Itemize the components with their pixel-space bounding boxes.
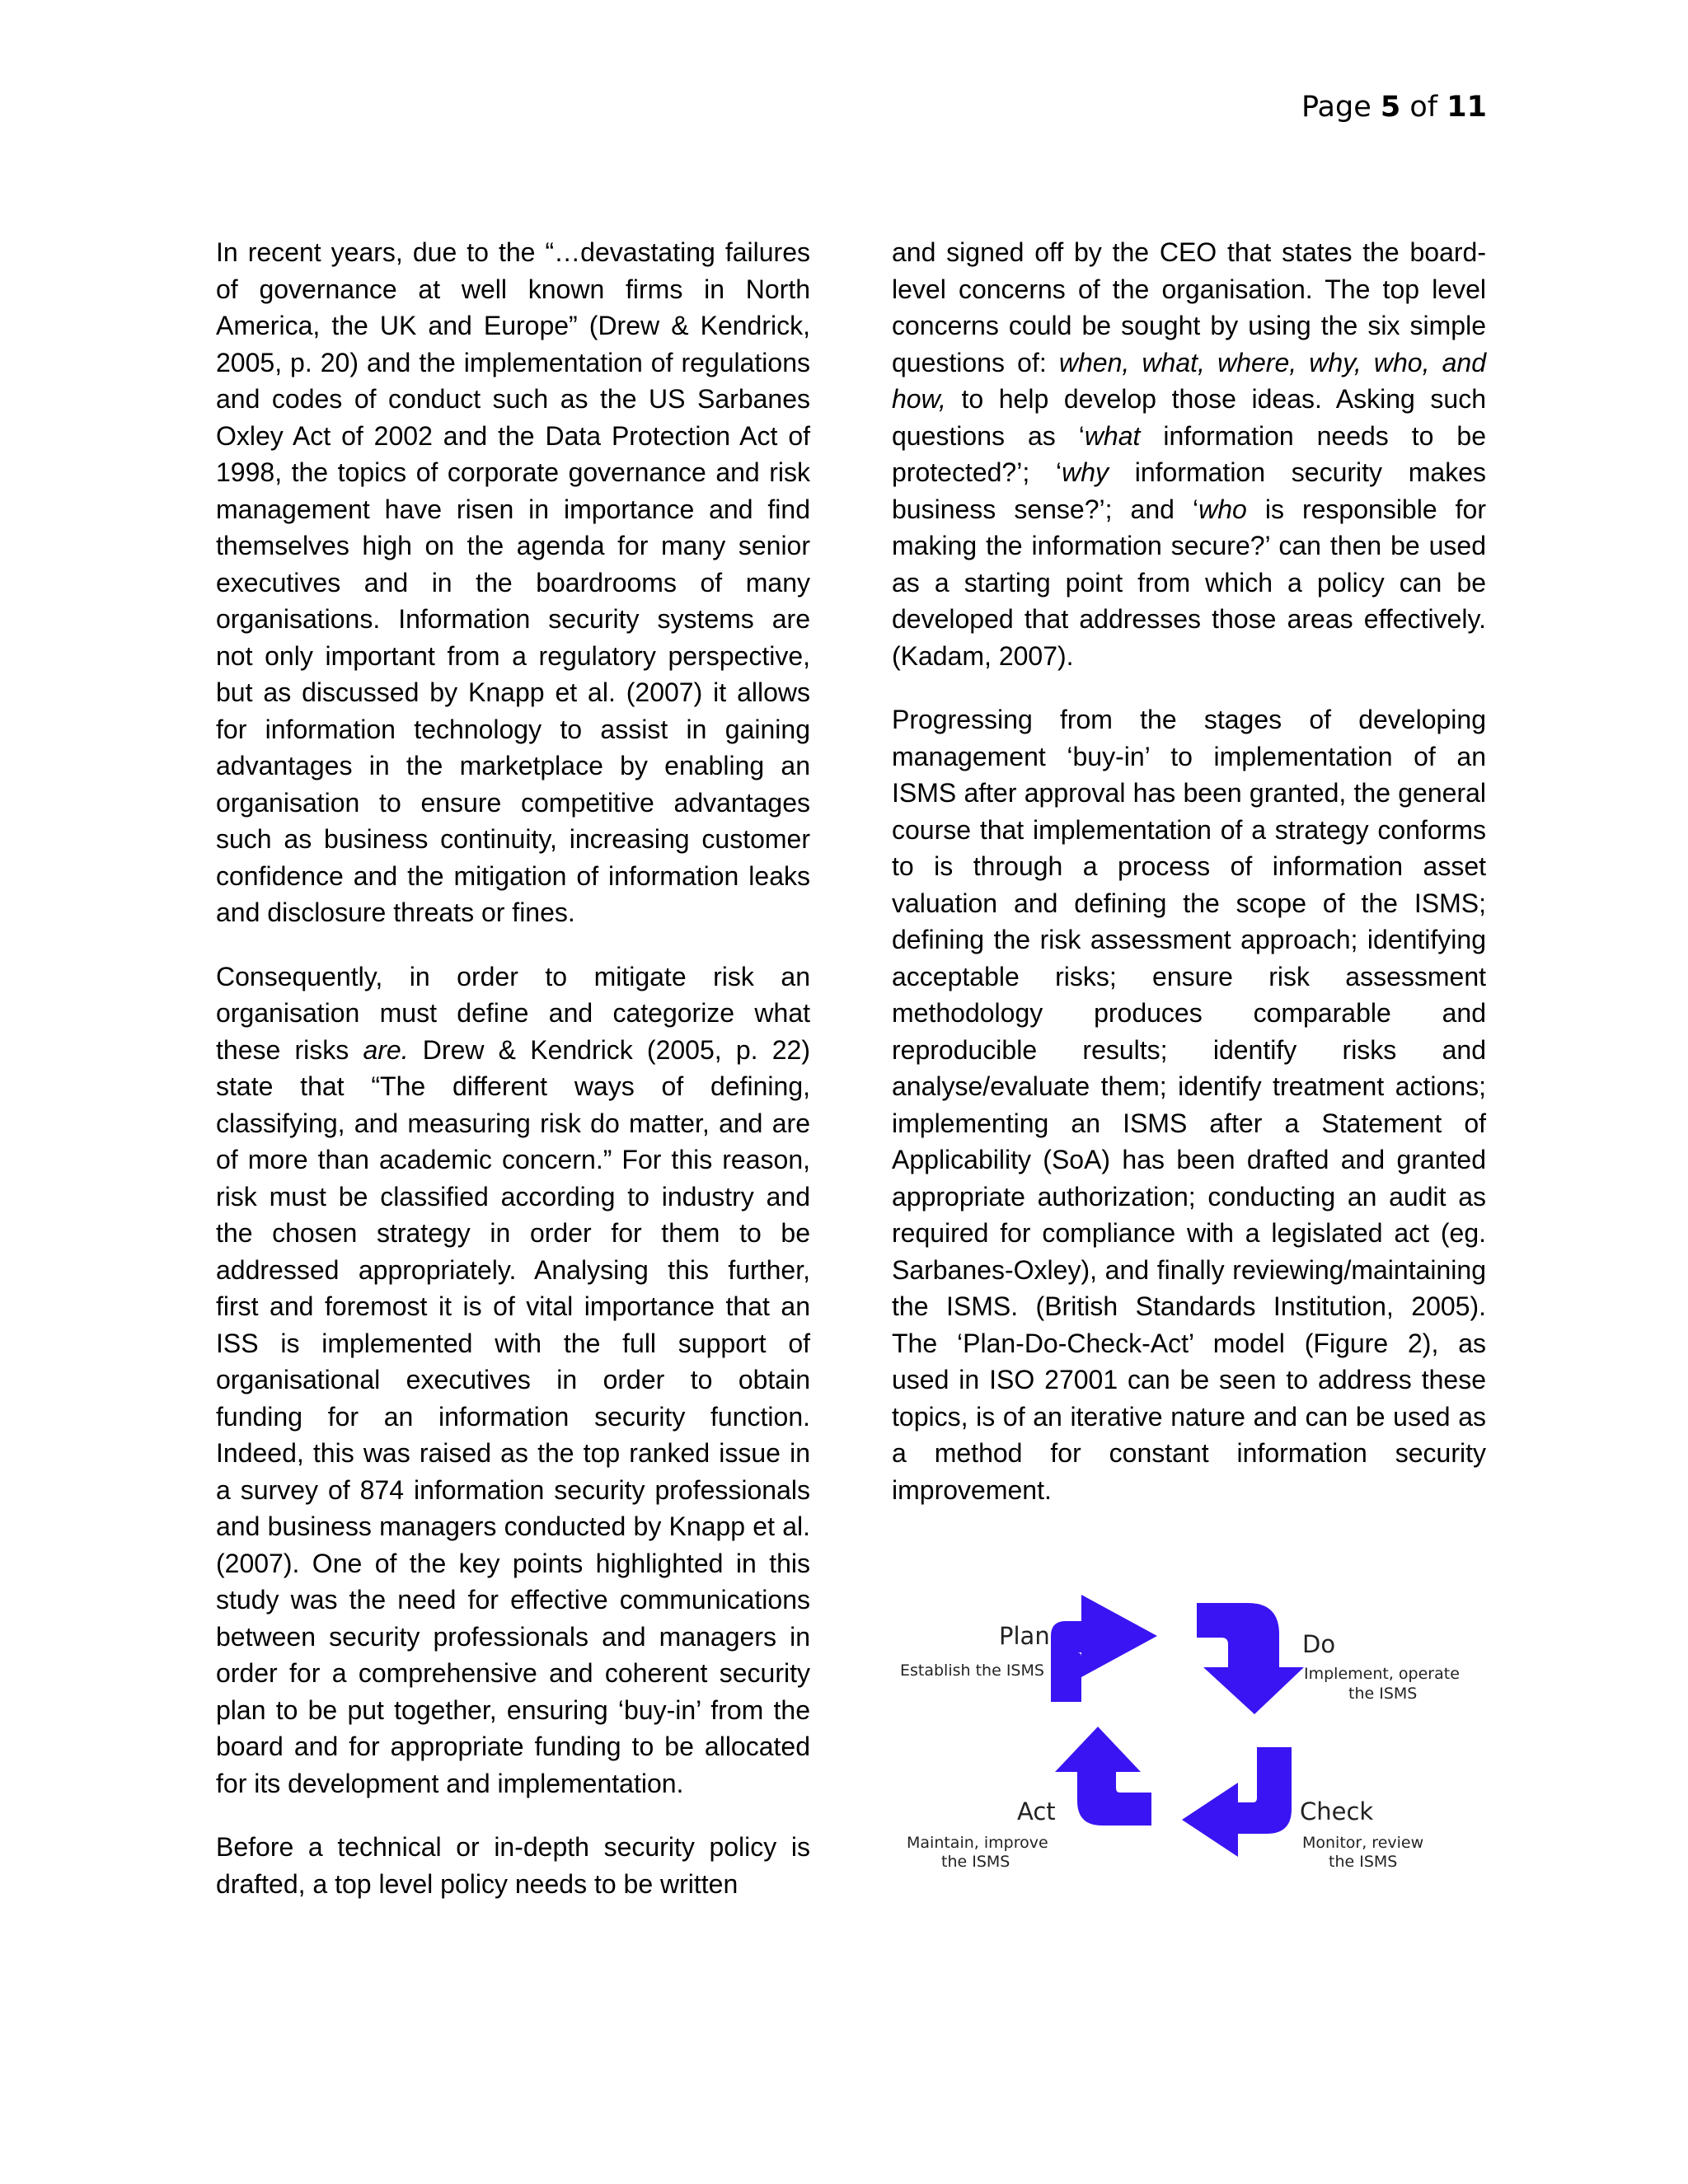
left-column [216, 234, 810, 1929]
check-title: Check [1300, 1797, 1374, 1825]
plan-title: Plan [999, 1622, 1050, 1650]
act-description-line1: Maintain, improve [907, 1834, 1048, 1852]
check-description-line2: the ISMS [1329, 1853, 1398, 1871]
act-description-line2: the ISMS [941, 1853, 1010, 1871]
do-description-line2: the ISMS [1348, 1685, 1418, 1703]
check-arrow-icon [1182, 1747, 1292, 1857]
page-number: 5 [1380, 91, 1401, 124]
act-arrow-icon [1055, 1727, 1151, 1825]
paragraph-top-level-policy: Before a technical or in-depth security policy is drafted, a top level policy needs to be written [216, 1832, 810, 1899]
page-number-header [1301, 91, 1487, 124]
text-run: and signed off by the CEO that states the board-level concerns of the organisation. The top level concerns could be sought by using the six simple questions of: [892, 237, 1486, 377]
check-description-line1: Monitor, review [1302, 1834, 1424, 1852]
page-total: 11 [1447, 91, 1487, 124]
emphasis-run: are. [363, 1034, 409, 1065]
emphasis-run: what [1084, 420, 1141, 451]
page-label: Page [1301, 91, 1372, 124]
text-run: information needs to be protected?’; ‘ [892, 420, 1487, 487]
do-title: Do [1302, 1630, 1336, 1658]
paragraph-ceo-signoff [892, 234, 1486, 674]
paragraph-isms-implementation: Progressing from the stages of developing management ‘buy-in’ to implementation of an ISMS after approval has been granted, the general course that implementation of a strategy conforms to is through a process of information asset valuation and defining the scope of the ISMS; defining the risk assessment approach; identifying acceptable risks; ensure risk assessment methodology produces comparable and reproducible results; identify risks and analyse/evaluate them; identify treatment actions; implementing an ISMS after a Statement of Applicability (SoA) has been drafted and granted appropriate authorization; conducting an audit as required for compliance with a legislated act (eg. Sarbanes-Oxley), and finally reviewing/maintaining the ISMS. (British Standards Institution, 2005). The ‘Plan-Do-Check-Act’ model (Figure 2), as used in ISO 27001 can be seen to address these topics, is of an iterative nature and can be used as a method for constant information security improvement. [892, 705, 1486, 1505]
do-description-line1: Implement, operate [1304, 1665, 1460, 1683]
pdca-diagram [892, 1586, 1485, 1875]
emphasis-run: why [1062, 457, 1109, 487]
act-title: Act [1017, 1797, 1056, 1825]
paragraph-governance: In recent years, due to the “…devastating failures of governance at well known firms in North America, the UK and Europe” (Drew & Kendrick, 2005, p. 20) and the implementation of regulations and codes of conduct such as the US Sarbanes Oxley Act of 2002 and the Data Protection Act of 1998, the topics of corporate governance and risk management have risen in importance and find themselves high on the agenda for many senior executives and in the boardrooms of many organisations. Information security systems are not only important from a regulatory perspective, but as discussed by Knapp et al. (2007) it allows for information technology to assist in gaining advantages in the marketplace by enabling an organisation to ensure competitive advantages such as business continuity, increasing customer confidence and the mitigation of information leaks and disclosure threats or fines. [216, 237, 810, 927]
emphasis-run: when, what, where, why, who, and how, [892, 347, 1487, 414]
text-run: Consequently, in order to mitigate risk an organisation must define and categorize what these risks [216, 961, 810, 1065]
emphasis-run: who [1198, 494, 1247, 524]
page-of-label: of [1409, 91, 1438, 124]
text-run: is responsible for making the information secure?’ can then be used as a starting point from which a policy can be developed that addresses those areas effectively. (Kadam, 2007). [892, 494, 1487, 671]
text-run: to help develop those ideas. Asking such questions as ‘ [892, 384, 1486, 451]
plan-arrow-icon [1051, 1595, 1157, 1702]
right-column [892, 234, 1486, 1535]
paragraph-risk-classification [216, 958, 810, 1802]
plan-description: Establish the ISMS [900, 1661, 1044, 1680]
do-arrow-icon [1197, 1603, 1304, 1714]
text-run: information security makes business sense?’; and ‘ [892, 457, 1487, 524]
pdca-cycle-figure [892, 1586, 1485, 1875]
text-run: Drew & Kendrick (2005, p. 22) state that “The different ways of defining, classifying, and measuring risk do matter, and are of more than academic concern.” For this reason, risk must be classified according to industry and the chosen strategy in order for them to be addressed appropriately. Analysing this further, first and foremost it is of vital importance that an ISS is implemented with the full support of organisational executives in order to obtain funding for an information security function. Indeed, this was raised as the top ranked issue in a survey of 874 information security professionals and business managers conducted by Knapp et al. (2007). One of the key points highlighted in this study was the need for effective communications between security professionals and managers in order for a comprehensive and coherent security plan to be put together, ensuring ‘buy-in’ from the board and for appropriate funding to be allocated for its development and implementation. [216, 1034, 810, 1798]
